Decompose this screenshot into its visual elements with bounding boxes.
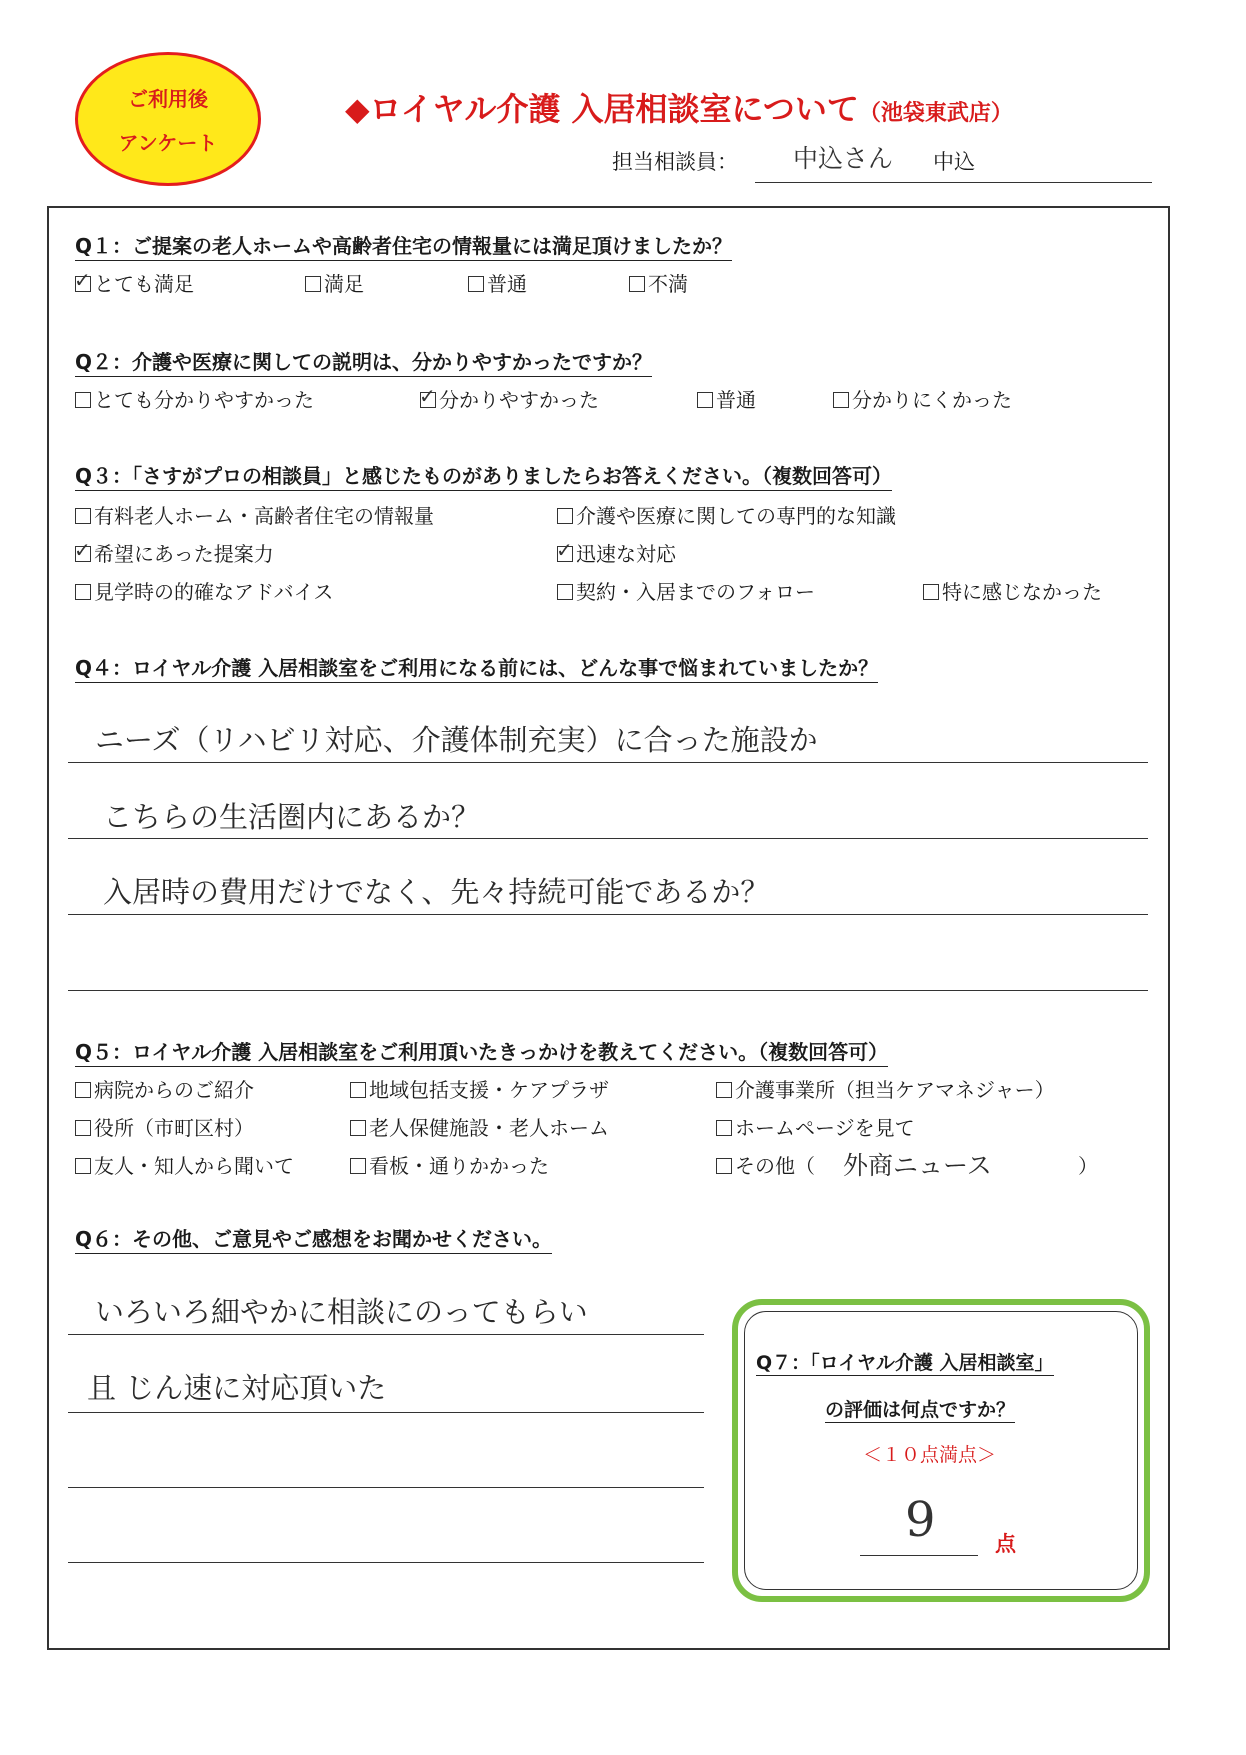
option-label: 有料老人ホーム・高齢者住宅の情報量	[94, 504, 434, 528]
checkbox-checked[interactable]	[557, 546, 573, 562]
q2-option-normal[interactable]	[697, 384, 756, 413]
checkbox[interactable]	[923, 584, 939, 600]
checkbox[interactable]	[350, 1158, 366, 1174]
q2-question: Q２：介護や医療に関しての説明は、分かりやすかったですか？	[75, 346, 652, 377]
option-label: 分かりやすかった	[439, 388, 599, 412]
q1-option-satisfied[interactable]	[305, 268, 364, 297]
q4-answer-line-2: こちらの生活圏内にあるか？	[103, 800, 481, 834]
q5-option-community-support[interactable]	[350, 1074, 609, 1103]
q1-question: Q１：ご提案の老人ホームや高齢者住宅の情報量には満足頂けましたか？	[75, 230, 732, 261]
option-label: とても分かりやすかった	[94, 388, 314, 412]
q6-answer-line-1: いろいろ細やかに相談にのってもらい	[95, 1295, 588, 1329]
checkbox-checked[interactable]	[75, 276, 91, 292]
q5-option-other[interactable]	[716, 1150, 815, 1179]
badge-line-1: ご利用後	[128, 87, 208, 111]
answer-rule	[68, 1334, 704, 1335]
option-label: 満足	[324, 272, 364, 296]
option-label: 見学時の的確なアドバイス	[94, 580, 334, 604]
q1-option-dissatisfied[interactable]	[629, 268, 688, 297]
checkbox-checked[interactable]	[75, 546, 91, 562]
answer-rule	[68, 990, 1148, 991]
q5-option-care-facility[interactable]	[350, 1112, 609, 1141]
option-label: 普通	[487, 272, 527, 296]
option-label: ホームページを見て	[735, 1116, 915, 1140]
option-label: 役所（市町区村）	[94, 1116, 254, 1140]
consultant-underline	[755, 182, 1152, 183]
q7-score-underline	[860, 1555, 978, 1556]
q7-question-line-1: Q７：「ロイヤル介護 入居相談室」	[756, 1348, 1054, 1376]
checkbox[interactable]	[557, 508, 573, 524]
q5-option-hospital[interactable]	[75, 1074, 254, 1103]
checkbox[interactable]	[350, 1120, 366, 1136]
q3-option-quick-response[interactable]	[557, 538, 676, 567]
checkbox[interactable]	[75, 1082, 91, 1098]
option-label: 老人保健施設・老人ホーム	[369, 1116, 609, 1140]
q5-option-website[interactable]	[716, 1112, 915, 1141]
checkbox[interactable]	[75, 584, 91, 600]
consultant-handwritten: 中込さん	[793, 144, 894, 173]
option-label: 契約・入居までのフォロー	[576, 580, 815, 604]
answer-rule	[68, 914, 1148, 915]
q6-answer-line-2: 且 じん速に対応頂いた	[87, 1371, 387, 1405]
checkbox[interactable]	[716, 1082, 732, 1098]
checkbox[interactable]	[629, 276, 645, 292]
q5-option-city-office[interactable]	[75, 1112, 254, 1141]
title-store: （池袋東武店）	[858, 101, 1013, 126]
option-label: 分かりにくかった	[852, 388, 1012, 412]
q3-option-proposal[interactable]	[75, 538, 274, 567]
option-label: 看板・通りかかった	[369, 1154, 549, 1178]
option-label: その他（	[735, 1154, 815, 1178]
checkbox[interactable]	[716, 1120, 732, 1136]
q3-option-tour-advice[interactable]	[75, 576, 333, 605]
page-title	[345, 84, 1013, 130]
option-label: とても満足	[94, 272, 194, 296]
answer-rule	[68, 1412, 704, 1413]
consultant-label: 担当相談員：	[612, 150, 738, 174]
option-label: 介護事業所（担当ケアマネジャー）	[735, 1078, 1055, 1102]
q3-question: Q３：「さすがプロの相談員」と感じたものがありましたらお答えください。（複数回答可）	[75, 460, 892, 491]
checkbox[interactable]	[557, 584, 573, 600]
q1-option-very-satisfied[interactable]	[75, 268, 194, 297]
q7-max-label: ＜１０点満点＞	[863, 1444, 997, 1466]
q5-other-handwritten: 外商ニュース	[843, 1151, 992, 1180]
answer-rule	[68, 838, 1148, 839]
option-label: 不満	[648, 272, 688, 296]
checkbox[interactable]	[468, 276, 484, 292]
q2-option-unclear[interactable]	[833, 384, 1012, 413]
q5-question: Q５：ロイヤル介護 入居相談室をご利用頂いたきっかけを教えてください。（複数回答可）	[75, 1036, 888, 1067]
checkbox[interactable]	[833, 392, 849, 408]
option-label: 希望にあった提案力	[94, 542, 274, 566]
q3-option-expert-knowledge[interactable]	[557, 500, 896, 529]
q4-question: Q４：ロイヤル介護 入居相談室をご利用になる前には、どんな事で悩まれていましたか？	[75, 652, 878, 683]
q7-question-line-2: の評価は何点ですか？	[825, 1395, 1015, 1423]
checkbox-checked[interactable]	[420, 392, 436, 408]
checkbox[interactable]	[305, 276, 321, 292]
option-label: 介護や医療に関しての専門的な知識	[576, 504, 896, 528]
checkbox[interactable]	[697, 392, 713, 408]
q4-answer-line-1: ニーズ（リハビリ対応、介護体制充実）に合った施設か	[95, 723, 818, 757]
option-label: 地域包括支援・ケアプラザ	[369, 1078, 609, 1102]
option-label: 特に感じなかった	[942, 580, 1102, 604]
q2-option-clear[interactable]	[420, 384, 599, 413]
checkbox[interactable]	[350, 1082, 366, 1098]
q5-other-close: ）	[1078, 1154, 1098, 1178]
checkbox[interactable]	[716, 1158, 732, 1174]
option-label: 迅速な対応	[576, 542, 676, 566]
q4-answer-line-3: 入居時の費用だけでなく、先々持続可能であるか？	[103, 875, 770, 909]
q1-option-normal[interactable]	[468, 268, 527, 297]
survey-badge	[75, 52, 261, 186]
q2-option-very-clear[interactable]	[75, 384, 314, 413]
title-text: ◆ロイヤル介護 入居相談室について	[345, 90, 859, 128]
checkbox[interactable]	[75, 392, 91, 408]
option-label: 普通	[716, 388, 756, 412]
q7-score: 9	[905, 1492, 936, 1548]
answer-rule	[68, 1562, 704, 1563]
q5-option-care-office[interactable]	[716, 1074, 1055, 1103]
q5-option-signboard[interactable]	[350, 1150, 549, 1179]
checkbox[interactable]	[75, 1120, 91, 1136]
q6-question: Q６：その他、ご意見やご感想をお聞かせください。	[75, 1223, 552, 1254]
q3-option-info-volume[interactable]	[75, 500, 434, 529]
q3-option-follow-up[interactable]	[557, 576, 815, 605]
q7-unit: 点	[995, 1532, 1016, 1556]
answer-rule	[68, 1487, 704, 1488]
option-label: 病院からのご紹介	[94, 1078, 254, 1102]
checkbox[interactable]	[75, 1158, 91, 1174]
q5-option-friend[interactable]	[75, 1150, 294, 1179]
consultant-printed: 中込	[933, 150, 975, 174]
answer-rule	[68, 762, 1148, 763]
q3-option-none[interactable]	[923, 576, 1102, 605]
badge-line-2: アンケート	[118, 131, 218, 155]
checkbox[interactable]	[75, 508, 91, 524]
option-label: 友人・知人から聞いて	[94, 1154, 294, 1178]
